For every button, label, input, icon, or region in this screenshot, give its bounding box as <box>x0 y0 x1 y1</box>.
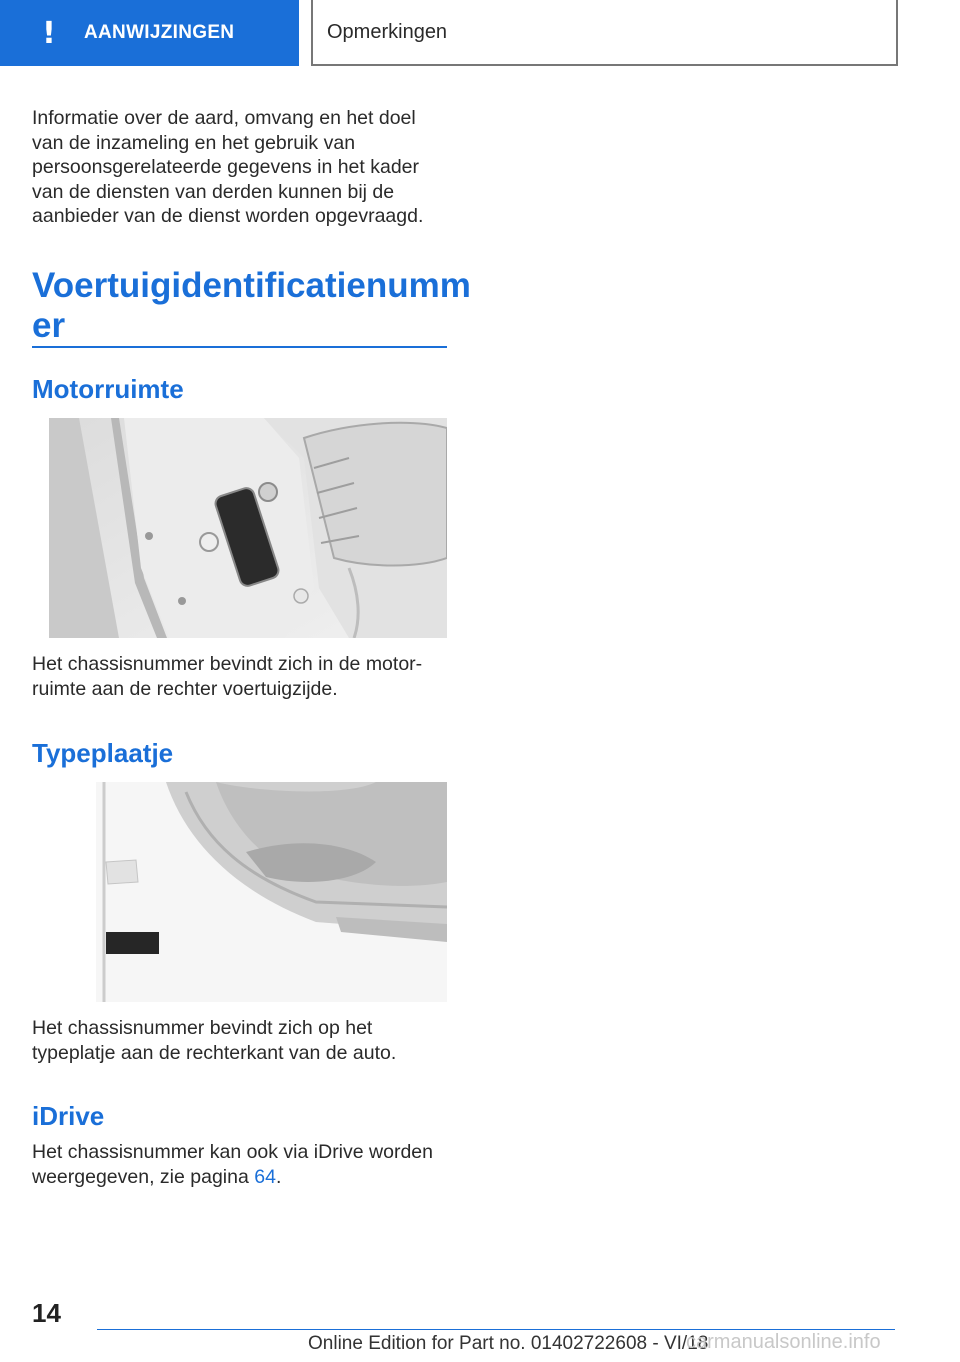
page-title: Voertuigidentificatienumm er <box>32 266 471 345</box>
page-number: 14 <box>32 1298 61 1328</box>
idrive-paragraph <box>32 1140 447 1189</box>
intro-paragraph: Informatie over de aard, omvang en het doel van de inzameling en het gebruik van persoonsgerelateerde gegevens in het kader van de diensten van derden kunnen bij de aanbieder van de dienst worden opgevraagd. <box>32 107 424 227</box>
title-divider <box>32 346 447 348</box>
exclamation-icon: ! <box>42 15 56 51</box>
page-link-64[interactable]: 64 <box>254 1165 276 1188</box>
subsection-box <box>311 0 898 66</box>
footer-divider <box>97 1329 895 1330</box>
watermark: carmanualsonline.info <box>686 1331 881 1353</box>
subsection-label: Opmerkingen <box>327 20 448 43</box>
edition-text: Online Edition for Part no. 01402722608 - VI/18 <box>308 1333 709 1354</box>
door-sill-illustration <box>96 782 447 1002</box>
section-heading-motorruimte: Motorruimte <box>32 374 184 404</box>
idrive-text-end: . <box>275 1165 282 1188</box>
section-tab <box>0 0 299 66</box>
idrive-text: Het chassisnummer kan ook via iDrive worden weergegeven, zie pagina <box>32 1141 433 1188</box>
engine-bay-illustration <box>49 418 447 638</box>
section-heading-idrive: iDrive <box>32 1101 105 1131</box>
typeplaatje-caption: Het chassisnummer bevindt zich op het typeplatje aan de rechterkant van de auto. <box>32 1017 397 1064</box>
motorruimte-caption: Het chassisnummer bevindt zich in de motorruimte aan de rechter voertuigzijde. <box>32 653 423 700</box>
section-heading-typeplaatje: Typeplaatje <box>32 738 174 768</box>
section-label: AANWIJZINGEN <box>84 22 235 43</box>
